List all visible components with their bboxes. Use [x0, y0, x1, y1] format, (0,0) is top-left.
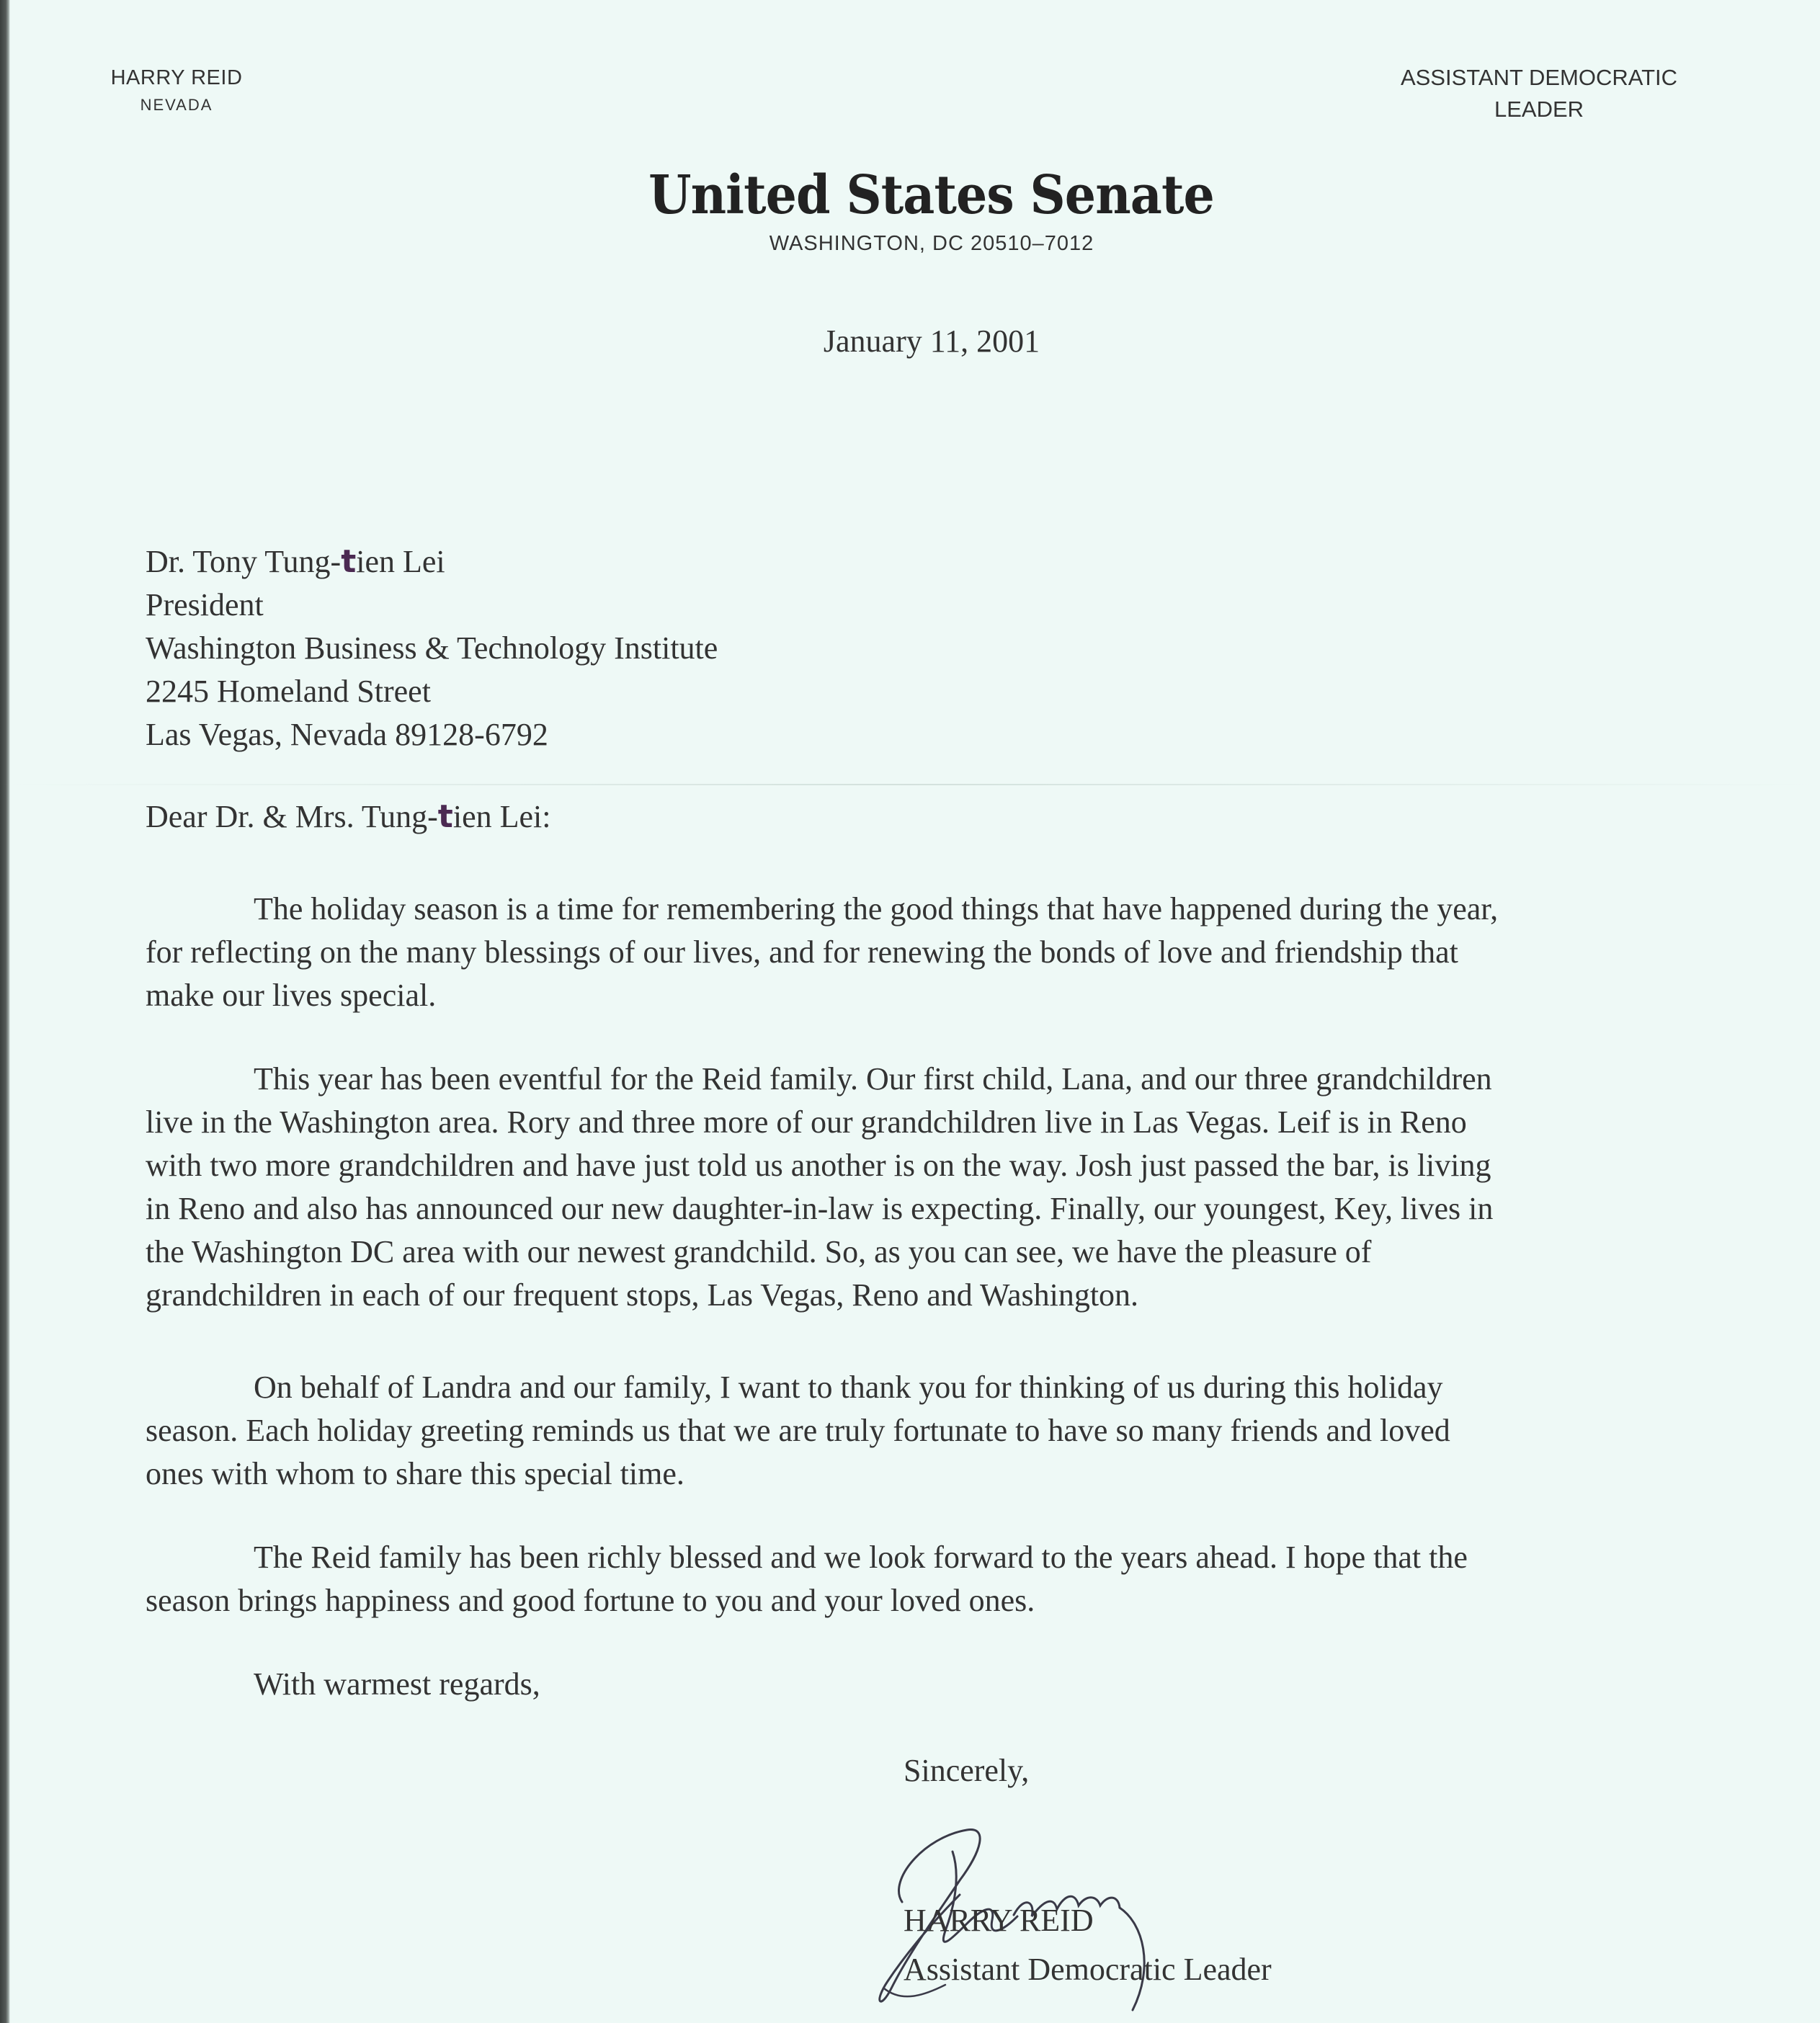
body-paragraph-1 — [146, 888, 1731, 1017]
paragraph-line: season. Each holiday greeting reminds us that we are truly fortunate to have so many friends and loved — [146, 1413, 1450, 1448]
paragraph-line: season brings happiness and good fortune to you and your loved ones. — [146, 1583, 1035, 1618]
closing-line: With warmest regards, — [254, 1666, 540, 1702]
paragraph-line: This year has been eventful for the Reid family. Our first child, Lana, and our three grandchildren — [254, 1061, 1492, 1097]
paragraph-line: live in the Washington area. Rory and three more of our grandchildren live in Las Vegas. Leif is in Reno — [146, 1104, 1467, 1140]
paragraph-line: grandchildren in each of our frequent stops, Las Vegas, Reno and Washington. — [146, 1277, 1139, 1313]
sender-block — [0, 66, 353, 115]
letterhead-address: WASHINGTON, DC 20510–7012 — [769, 232, 1094, 255]
handwritten-correction: t — [341, 543, 357, 580]
salutation: Dear Dr. & Mrs. Tung-tien Lei: — [146, 798, 551, 835]
recipient-name: Dr. Tony Tung-tien Lei — [146, 543, 445, 580]
body-paragraph-3 — [146, 1366, 1731, 1496]
recipient-organization: Washington Business & Technology Institute — [146, 630, 718, 666]
paragraph-line: for reflecting on the many blessings of our lives, and for renewing the bonds of love and friendship that — [146, 934, 1458, 970]
letterhead — [0, 164, 1820, 256]
letterhead-institution: United States Senate — [648, 164, 1215, 226]
signatory-name: HARRY REID — [904, 1903, 1094, 1938]
page-scan-edge — [0, 0, 10, 2023]
paragraph-line: the Washington DC area with our newest grandchild. So, as you can see, we have the pleasure of — [146, 1234, 1372, 1269]
handwritten-correction: t — [437, 798, 453, 835]
paragraph-line: with two more grandchildren and have just told us another is on the way. Josh just passed the bar, is living — [146, 1148, 1491, 1183]
paragraph-line: make our lives special. — [146, 978, 437, 1013]
letter-date: January 11, 2001 — [823, 323, 1040, 359]
recipient-title: President — [146, 587, 264, 622]
paragraph-line: The Reid family has been richly blessed and we look forward to the years ahead. I hope that the — [254, 1540, 1468, 1575]
sender-name: HARRY REID — [110, 66, 243, 89]
recipient-street: 2245 Homeland Street — [146, 674, 431, 709]
paragraph-line: On behalf of Landra and our family, I want to thank you for thinking of us during this holiday — [254, 1370, 1443, 1405]
sender-title-line1: ASSISTANT DEMOCRATIC — [1400, 65, 1678, 90]
paper-fold-line — [0, 784, 1820, 785]
sender-title-line2: LEADER — [1494, 97, 1584, 122]
signatory-title: Assistant Democratic Leader — [904, 1952, 1272, 1987]
paragraph-line: The holiday season is a time for remembering the good things that have happened during the year, — [254, 891, 1499, 926]
sign-off: Sincerely, — [904, 1753, 1030, 1788]
body-paragraph-4 — [146, 1536, 1731, 1622]
recipient-address-block — [146, 540, 718, 756]
recipient-city-state-zip: Las Vegas, Nevada 89128-6792 — [146, 717, 548, 752]
sender-state: NEVADA — [140, 96, 213, 114]
body-paragraph-2 — [146, 1058, 1731, 1317]
sender-title-block — [1316, 62, 1762, 125]
paragraph-line: ones with whom to share this special time. — [146, 1456, 684, 1491]
paragraph-line: in Reno and also has announced our new daughter-in-law is expecting. Finally, our youngest, Key, lives in — [146, 1191, 1494, 1226]
